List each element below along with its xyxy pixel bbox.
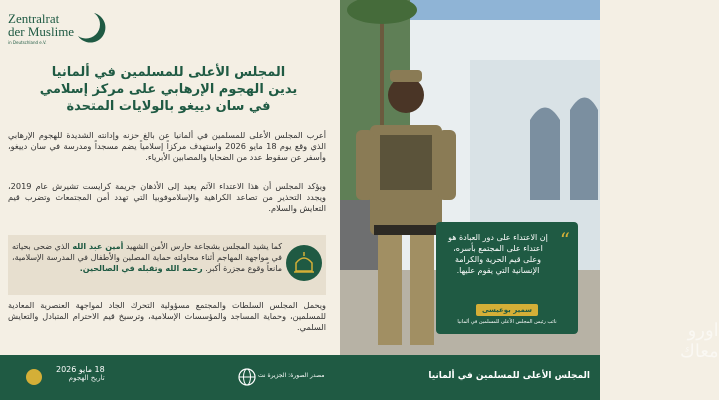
quote-card-role: نائب رئيس المجلس الأعلى للمسلمين في ألمانيا — [457, 319, 557, 325]
martyr-name: أمين عبد الله — [72, 242, 124, 251]
mosque-icon — [286, 245, 322, 281]
quote-mark-icon: “ — [559, 228, 570, 252]
tribute-prayer: رحمه الله وتقبله في الصالحين. — [79, 264, 203, 273]
headline-line-3: في سان دييغو بالولايات المتحدة — [66, 99, 271, 114]
paragraph-2: ويؤكد المجلس أن هذا الاعتداء الآثم يعيد إلى الأذهان جريمة كرايست تشيرش عام 2019، ويجدد التحذير من تصاعد الكراهية والإسلاموفوبيا التي تهدد أمن المجتمعات وتضرب قيم التعايش والسلام. — [8, 181, 326, 213]
tribute-lead: كما يشيد المجلس بشجاعة حارس الأمن الشهيد — [125, 242, 283, 251]
attack-date — [56, 365, 105, 382]
headline — [11, 64, 326, 115]
attack-date-label: تاريخ الهجوم — [68, 374, 105, 382]
crescent-icon — [72, 10, 106, 44]
attack-date-value: 18 مايو 2026 — [56, 365, 105, 374]
logo-subtitle: in Deutschland e.V. — [8, 40, 47, 45]
footer-bar — [0, 355, 600, 400]
headline-line-1: المجلس الأعلى للمسلمين في ألمانيا — [51, 65, 286, 80]
tribute-rest: الذي ضحى بحياته في مواجهة المهاجم أثناء محاولته حماية المصلين والأطفال في المدرسة الإسلامية، مانعاً وقوع مجزرة أكبر. — [12, 242, 282, 273]
globe-icon — [237, 367, 257, 387]
quote-card-name: سمير بوعيسى — [476, 304, 538, 316]
image-source: مصدر الصورة: الجزيرة نت — [258, 372, 325, 379]
logo-line-1: Zentralrat — [8, 11, 60, 26]
paragraph-3: ويحمل المجلس السلطات والمجتمع مسؤولية التحرك الجاد لمواجهة العنصرية المعادية للمسلمين، وحماية المساجد والمؤسسات الإسلامية، وترسيخ قيم الاحترام المتبادل والتعايش السلمي. — [8, 300, 326, 332]
headline-line-2: يدين الهجوم الإرهابي على مركز إسلامي — [39, 82, 298, 97]
calendar-icon — [26, 369, 42, 385]
quote-card-text: إن الاعتداء على دور العبادة هو اعتداء على المجتمع بأسره، وعلى قيم الحرية والكرامة الإنسانية التي يقوم عليها. — [448, 233, 548, 275]
logo — [8, 10, 103, 54]
logo-line-2: der Muslime — [8, 24, 75, 39]
tribute-box — [8, 235, 326, 295]
paragraph-1: أعرب المجلس الأعلى للمسلمين في ألمانيا عن بالغ حزنه وإدانته الشديدة للهجوم الإرهابي الذي وقع يوم 18 مايو 2026 واستهدف مركزاً إسلامياً يضم مسجداً ومدرسة في سان دييغو، وأسفر عن سقوط عدد من الضحايا والمصابين الأبرياء. — [8, 130, 326, 162]
watermark: اورو معاك — [680, 320, 719, 361]
quote-card — [436, 222, 578, 334]
text-panel — [0, 0, 340, 355]
footer-org-name: المجلس الأعلى للمسلمين في ألمانيا — [428, 371, 590, 381]
